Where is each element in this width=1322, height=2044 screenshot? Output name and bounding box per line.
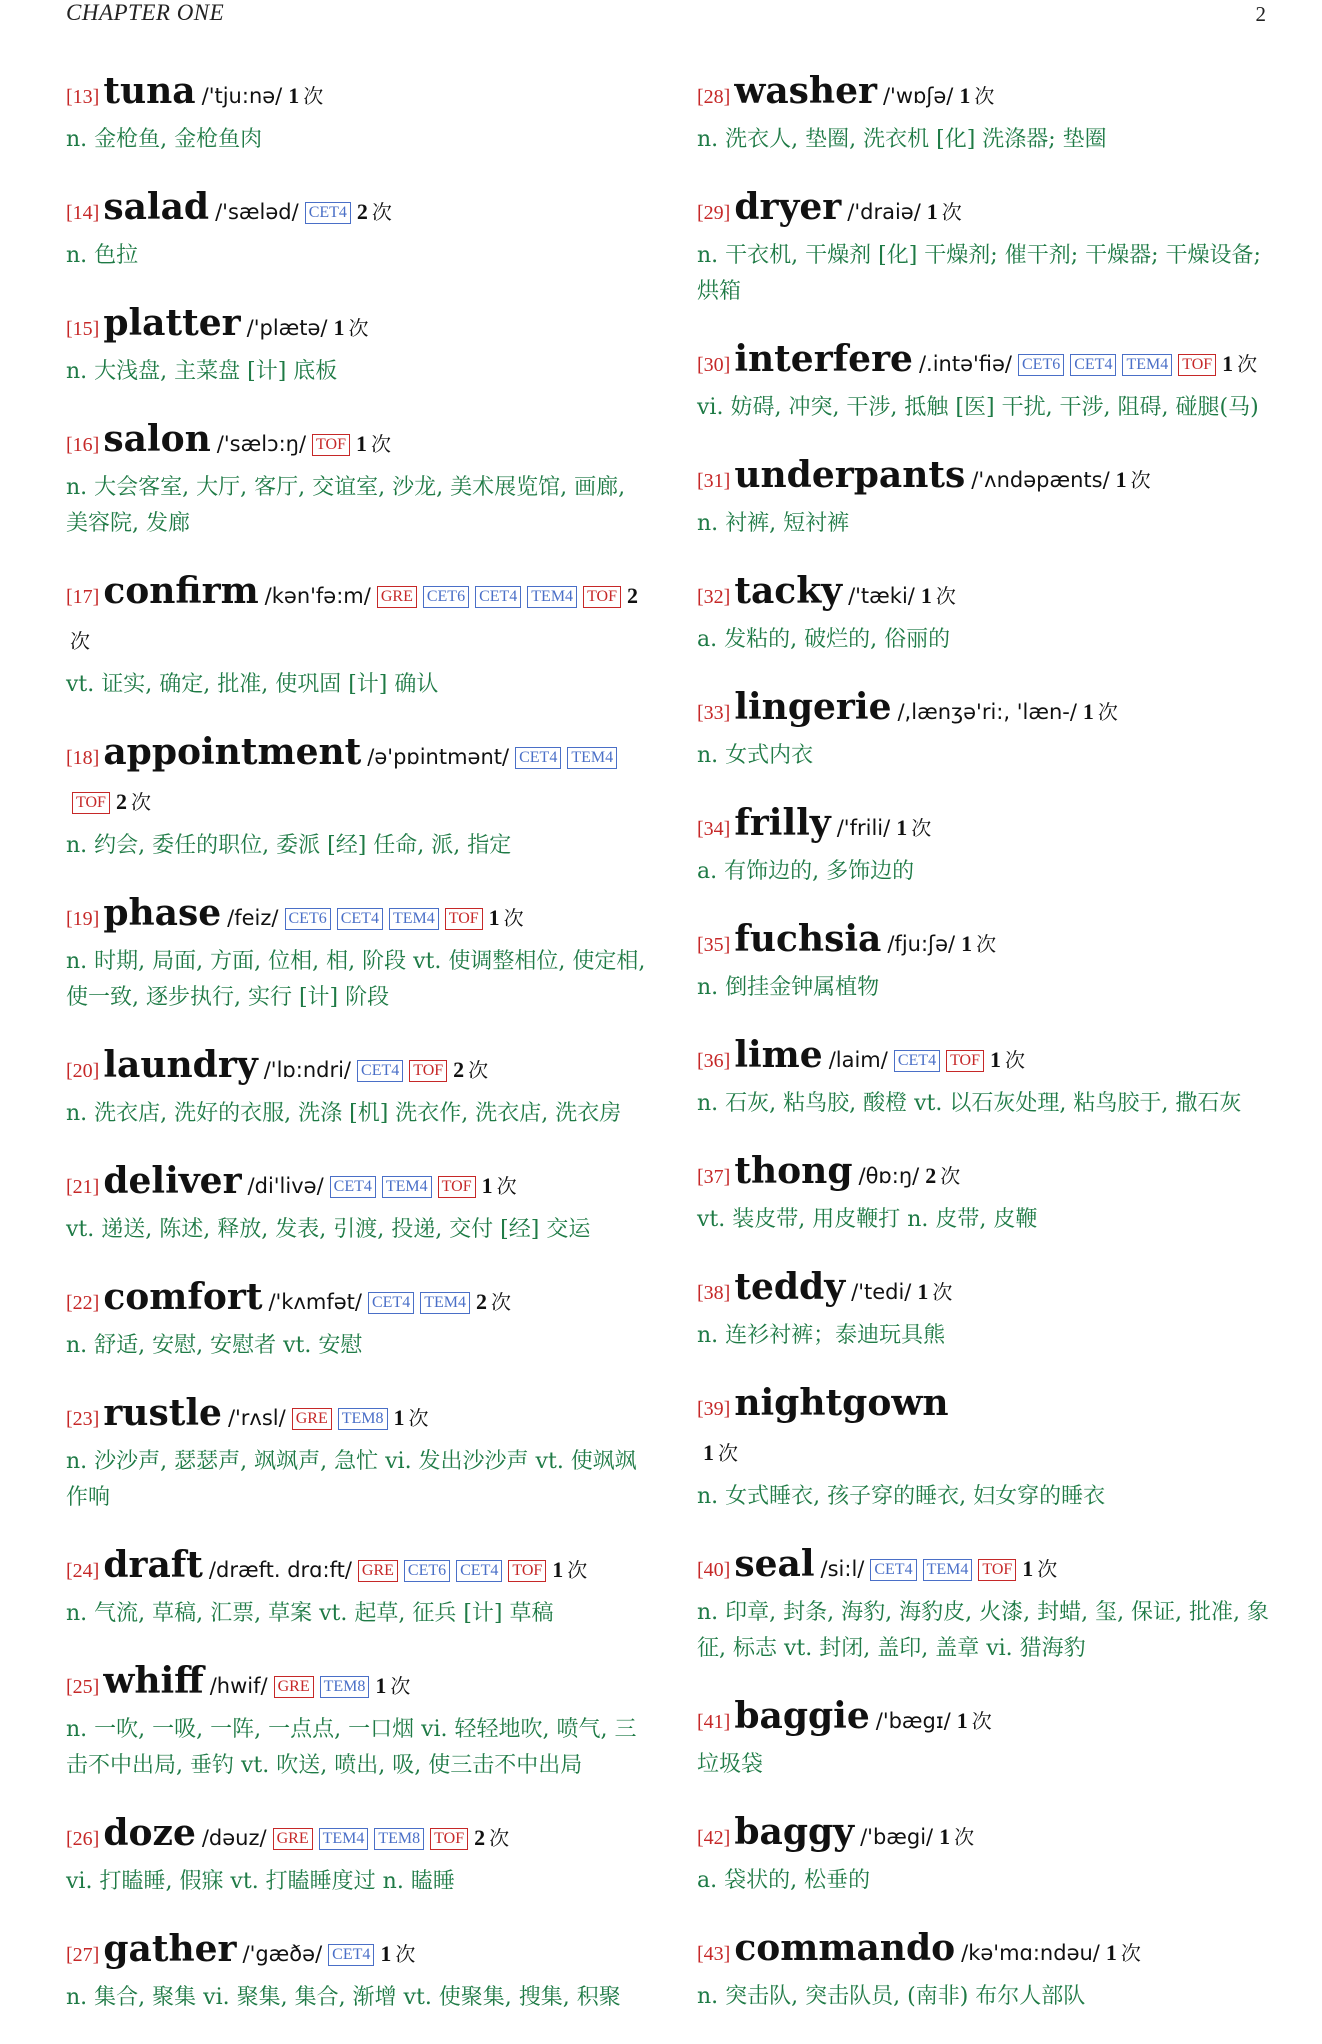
definition: n. 大会客室, 大厅, 客厅, 交谊室, 沙龙, 美术展览馆, 画廊, 美容院, 发廊 [66,475,626,536]
frequency-unit: 次 [935,584,956,608]
entry-index: [13] [66,86,100,108]
exam-tag: CET4 [305,202,351,224]
entry-headline [697,186,1277,236]
frequency-count: 1 [896,815,908,840]
vocab-entry [697,1266,1277,1354]
vocab-entry [697,338,1277,426]
entry-headline [66,1276,646,1326]
headword: lingerie [734,686,892,728]
frequency-count: 2 [453,1057,465,1082]
entry-index: [31] [697,470,731,492]
definition: n. 洗衣人, 垫圈, 洗衣机 [化] 洗涤器; 垫圈 [697,127,1107,152]
frequency-count: 1 [380,1941,392,1966]
frequency-unit: 次 [940,1164,961,1188]
headword: draft [103,1544,203,1586]
headword: interfere [734,338,913,380]
headword: dryer [734,186,842,228]
frequency-count: 1 [926,199,938,224]
frequency-count: 2 [115,789,127,814]
frequency-count: 1 [1082,699,1094,724]
entry-index: [39] [697,1398,731,1420]
entry-headline [66,302,646,352]
headword: tacky [734,570,843,612]
vocab-entry [66,186,646,274]
page-header [66,0,1266,34]
entry-index: [34] [697,818,731,840]
headword: doze [103,1812,196,1854]
exam-tag: CET4 [515,747,561,769]
frequency-unit: 次 [911,816,932,840]
phonetic: /ə'pɒintmənt/ [367,745,510,769]
entry-headline [697,1034,1277,1084]
headword: appointment [103,731,362,773]
headword: seal [734,1543,815,1585]
entry-headline [66,418,646,468]
phonetic: /'rʌsl/ [227,1406,286,1430]
headword: frilly [734,802,831,844]
frequency-unit: 次 [370,432,391,456]
definition: n. 一吹, 一吸, 一阵, 一点点, 一口烟 vi. 轻轻地吹, 喷气, 三击不中出局, 垂钓 vt. 吹送, 喷出, 吸, 使三击不中出局 [66,1717,637,1778]
frequency-count: 1 [703,1440,714,1465]
frequency-unit: 次 [468,1058,489,1082]
phonetic: /.intə'fiə/ [918,352,1012,376]
page-number: 2 [1255,2,1266,26]
frequency-count: 1 [355,431,367,456]
right-column [697,70,1277,2043]
exam-tag: TEM4 [319,1828,369,1850]
frequency-count: 2 [474,1825,486,1850]
phonetic: /'sælɔ:ŋ/ [216,432,307,456]
entry-headline [66,1660,646,1710]
exam-tag: CET4 [328,1944,374,1966]
frequency-unit: 次 [1130,468,1151,492]
exam-tag: CET6 [285,908,331,930]
exam-tag: TEM4 [923,1559,973,1581]
phonetic: /'draiə/ [847,200,921,224]
definition: vt. 递送, 陈述, 释放, 发表, 引渡, 投递, 交付 [经] 交运 [66,1217,591,1242]
entry-index: [14] [66,202,100,224]
exam-tag: TOF [438,1176,476,1198]
headword: whiff [103,1660,204,1702]
phonetic: /hwif/ [209,1674,268,1698]
definition: n. 沙沙声, 瑟瑟声, 飒飒声, 急忙 vi. 发出沙沙声 vt. 使飒飒作响 [66,1449,637,1510]
phonetic: /'frili/ [836,816,891,840]
phonetic: /dræft. drɑ:ft/ [208,1558,352,1582]
exam-tag: TOF [1178,354,1216,376]
vocab-entry [697,186,1277,310]
frequency-count: 1 [1022,1556,1034,1581]
headword: comfort [103,1276,263,1318]
exam-tag: TEM4 [420,1292,470,1314]
headword: rustle [103,1392,222,1434]
frequency-count: 1 [1115,467,1127,492]
headword: confirm [103,570,259,612]
definition: a. 发粘的, 破烂的, 俗丽的 [697,627,951,652]
headword: commando [734,1927,956,1969]
exam-tag: TEM4 [382,1176,432,1198]
frequency-unit: 次 [371,200,392,224]
exam-tag: GRE [274,1676,314,1698]
definition: n. 连衫衬裤；泰迪玩具熊 [697,1323,946,1348]
entry-index: [30] [697,354,731,376]
frequency-unit: 次 [130,790,151,814]
exam-tag: CET4 [330,1176,376,1198]
phonetic: /'bægɪ/ [875,1709,951,1733]
exam-tag: TEM8 [320,1676,370,1698]
phonetic: /kən'fə:m/ [264,584,371,608]
phonetic: /'tæki/ [848,584,915,608]
entry-headline [66,731,646,826]
entry-index: [32] [697,586,731,608]
vocab-entry [697,802,1277,890]
entry-headline [66,1928,646,1978]
frequency-count: 1 [288,83,300,108]
exam-tag: CET4 [357,1060,403,1082]
phonetic: /kə'mɑ:ndəu/ [961,1941,1100,1965]
exam-tag: TEM4 [1122,354,1172,376]
frequency-count: 1 [990,1047,1001,1072]
vocab-entry [697,918,1277,1006]
vocab-entry [697,70,1277,158]
exam-tag: CET6 [1018,354,1064,376]
definition: n. 色拉 [66,243,139,268]
frequency-unit: 次 [1037,1557,1058,1581]
phonetic: /'lɒ:ndri/ [263,1058,352,1082]
phonetic: /di'livə/ [247,1174,324,1198]
frequency-unit: 次 [490,1290,511,1314]
entry-headline [697,1150,1277,1200]
headword: tuna [103,70,196,112]
entry-index: [21] [66,1176,100,1198]
frequency-unit: 次 [954,1825,975,1849]
phonetic: /dəuz/ [201,1826,267,1850]
definition: 垃圾袋 [697,1752,764,1777]
entry-headline [697,1927,1277,1977]
entry-index: [22] [66,1292,100,1314]
entry-headline [66,892,646,942]
exam-tag: CET4 [456,1560,502,1582]
definition: n. 女式睡衣, 孩子穿的睡衣, 妇女穿的睡衣 [697,1484,1106,1509]
entry-index: [41] [697,1711,731,1733]
frequency-count: 1 [1105,1940,1117,1965]
frequency-count: 2 [925,1163,937,1188]
definition: n. 印章, 封条, 海豹, 海豹皮, 火漆, 封蜡, 玺, 保证, 批准, 象征, 标志 vt. 封闭, 盖印, 盖章 vi. 猎海豹 [697,1600,1270,1661]
frequency-count: 2 [356,199,368,224]
frequency-count: 1 [375,1673,387,1698]
entry-index: [16] [66,434,100,456]
entry-index: [23] [66,1408,100,1430]
frequency-unit: 次 [718,1441,738,1465]
frequency-unit: 次 [503,906,524,930]
vocab-entry [66,70,646,158]
entry-headline [66,186,646,236]
entry-headline [66,570,646,665]
frequency-count: 1 [959,83,971,108]
entry-index: [27] [66,1944,100,1966]
definition: vi. 妨碍, 冲突, 干涉, 抵触 [医] 干扰, 干涉, 阻碍, 碰腿(马) [697,395,1259,420]
entry-headline [697,338,1277,388]
exam-tag: GRE [273,1828,313,1850]
exam-tag: TOF [583,586,621,608]
definition: n. 倒挂金钟属植物 [697,975,880,1000]
frequency-unit: 次 [932,1280,953,1304]
frequency-unit: 次 [496,1174,517,1198]
entry-index: [24] [66,1560,100,1582]
exam-tag: TEM4 [567,747,617,769]
phonetic: /,lænʒə'ri:, 'læn-/ [897,700,1077,724]
definition: n. 大浅盘, 主菜盘 [计] 底板 [66,359,338,384]
frequency-count: 1 [920,583,932,608]
exam-tag: TOF [445,908,483,930]
headword: laundry [103,1044,258,1086]
vocab-entry [66,570,646,703]
phonetic: /laim/ [828,1048,888,1072]
frequency-unit: 次 [976,932,997,956]
exam-tag: TOF [409,1060,447,1082]
definition: n. 干衣机, 干燥剂 [化] 干燥剂; 催干剂; 干燥器; 干燥设备; 烘箱 [697,243,1261,304]
definition: n. 舒适, 安慰, 安慰者 vt. 安慰 [66,1333,363,1358]
frequency-count: 1 [488,905,500,930]
exam-tag: CET4 [894,1050,940,1072]
entry-index: [33] [697,702,731,724]
definition: n. 约会, 委任的职位, 委派 [经] 任命, 派, 指定 [66,833,512,858]
vocab-entry [66,1392,646,1516]
phonetic: /'bægi/ [860,1825,934,1849]
exam-tag: TOF [430,1828,468,1850]
frequency-count: 1 [956,1708,968,1733]
vocab-entry [66,1160,646,1248]
left-column [66,70,646,2044]
headword: phase [103,892,222,934]
exam-tag: TOF [72,792,110,814]
headword: gather [103,1928,237,1970]
entry-headline [66,1044,646,1094]
vocab-entry [66,1660,646,1784]
headword: baggy [734,1811,855,1853]
vocab-entry [66,1544,646,1632]
entry-index: [20] [66,1060,100,1082]
phonetic: /'sæləd/ [215,200,299,224]
entry-headline [697,686,1277,736]
frequency-unit: 次 [1005,1048,1025,1072]
exam-tag: CET4 [368,1292,414,1314]
definition: n. 金枪鱼, 金枪鱼肉 [66,127,263,152]
vocab-entry [66,892,646,1016]
phonetic: /si:l/ [820,1557,865,1581]
vocab-entry [66,1044,646,1132]
entry-headline [697,1543,1277,1593]
headword: baggie [734,1695,870,1737]
entry-index: [36] [697,1050,731,1072]
entry-index: [17] [66,586,100,608]
frequency-count: 1 [393,1405,405,1430]
headword: washer [734,70,877,112]
frequency-count: 1 [481,1173,493,1198]
vocab-entry [66,418,646,542]
entry-headline [66,70,646,120]
frequency-unit: 次 [489,1826,510,1850]
entry-index: [19] [66,908,100,930]
exam-tag: CET4 [870,1559,916,1581]
frequency-count: 1 [917,1279,929,1304]
phonetic: /'kʌmfət/ [268,1290,362,1314]
entry-headline [697,802,1277,852]
vocab-entry [66,1276,646,1364]
entry-headline [66,1160,646,1210]
headword: salon [103,418,211,460]
vocab-entry [697,1811,1277,1899]
vocab-entry [697,686,1277,774]
exam-tag: GRE [377,586,417,608]
exam-tag: TEM4 [389,908,439,930]
frequency-unit: 次 [974,84,995,108]
phonetic: /feiz/ [227,906,279,930]
definition: a. 袋状的, 松垂的 [697,1868,871,1893]
frequency-count: 1 [939,1824,951,1849]
definition: n. 洗衣店, 洗好的衣服, 洗涤 [机] 洗衣作, 洗衣店, 洗衣房 [66,1101,622,1126]
exam-tag: CET4 [337,908,383,930]
frequency-unit: 次 [971,1709,992,1733]
definition: n. 衬裤, 短衬裤 [697,511,850,536]
exam-tag: CET6 [423,586,469,608]
exam-tag: TEM8 [374,1828,424,1850]
frequency-unit: 次 [1097,700,1118,724]
exam-tag: TEM8 [338,1408,388,1430]
exam-tag: TEM4 [527,586,577,608]
entry-headline [697,70,1277,120]
entry-headline [697,454,1277,504]
entry-index: [26] [66,1828,100,1850]
headword: thong [734,1150,853,1192]
exam-tag: GRE [358,1560,398,1582]
phonetic: /'ʌndəpænts/ [971,468,1110,492]
vocab-entry [66,731,646,864]
headword: platter [103,302,241,344]
entry-headline [697,1382,1277,1477]
exam-tag: CET4 [1070,354,1116,376]
headword: lime [734,1034,823,1076]
definition: n. 时期, 局面, 方面, 位相, 相, 阶段 vt. 使调整相位, 使定相, 使一致, 逐步执行, 实行 [计] 阶段 [66,949,646,1010]
vocab-entry [697,1543,1277,1667]
frequency-unit: 次 [408,1406,429,1430]
exam-tag: TOF [946,1050,984,1072]
headword: deliver [103,1160,242,1202]
vocab-entry [697,1927,1277,2015]
vocab-entry [697,1150,1277,1238]
entry-index: [37] [697,1166,731,1188]
entry-index: [43] [697,1943,731,1965]
exam-tag: TOF [508,1560,546,1582]
entry-headline [697,918,1277,968]
phonetic: /'wɒʃə/ [882,84,954,108]
headword: underpants [734,454,966,496]
frequency-count: 2 [475,1289,487,1314]
definition: n. 突击队, 突击队员, (南非) 布尔人部队 [697,1984,1086,2009]
frequency-unit: 次 [303,84,324,108]
frequency-count: 1 [961,931,973,956]
phonetic: /'plætə/ [246,316,328,340]
vocab-entry [66,302,646,390]
headword: salad [103,186,210,228]
definition: vt. 装皮带, 用皮鞭打 n. 皮带, 皮鞭 [697,1207,1038,1232]
frequency-unit: 次 [390,1674,411,1698]
vocab-entry [697,1034,1277,1122]
headword: teddy [734,1266,846,1308]
chapter-title: CHAPTER ONE [66,0,225,25]
entry-index: [38] [697,1282,731,1304]
entry-index: [35] [697,934,731,956]
exam-tag: CET4 [475,586,521,608]
entry-index: [28] [697,86,731,108]
frequency-unit: 次 [1120,1941,1141,1965]
entry-headline [66,1812,646,1862]
headword: fuchsia [734,918,882,960]
entry-index: [42] [697,1827,731,1849]
vocab-entry [697,454,1277,542]
vocab-entry [697,1382,1277,1515]
frequency-count: 1 [333,315,345,340]
entry-index: [40] [697,1559,731,1581]
frequency-count: 2 [627,583,638,608]
entry-index: [15] [66,318,100,340]
headword: nightgown [734,1382,949,1424]
phonetic: /'tju:nə/ [201,84,283,108]
frequency-count: 1 [552,1557,564,1582]
entry-index: [18] [66,747,100,769]
phonetic: /'gæðə/ [242,1942,323,1966]
definition: n. 女式内衣 [697,743,814,768]
frequency-unit: 次 [941,200,962,224]
vocab-entry [697,570,1277,658]
entry-headline [697,570,1277,620]
vocab-entry [697,1695,1277,1783]
phonetic: /fju:ʃə/ [887,932,956,956]
frequency-count: 1 [1222,351,1234,376]
phonetic: /'tedi/ [851,1280,912,1304]
definition: n. 气流, 草稿, 汇票, 草案 vt. 起草, 征兵 [计] 草稿 [66,1601,554,1626]
entry-index: [25] [66,1676,100,1698]
frequency-unit: 次 [70,629,90,653]
entry-headline [697,1266,1277,1316]
exam-tag: TOF [978,1559,1016,1581]
exam-tag: TOF [312,434,350,456]
entry-headline [66,1544,646,1594]
definition: vt. 证实, 确定, 批准, 使巩固 [计] 确认 [66,672,439,697]
definition: n. 石灰, 粘鸟胶, 酸橙 vt. 以石灰处理, 粘鸟胶于, 撒石灰 [697,1091,1242,1116]
frequency-unit: 次 [348,316,369,340]
frequency-unit: 次 [395,1942,416,1966]
vocab-entry [66,1928,646,2016]
entry-headline [66,1392,646,1442]
definition: vi. 打瞌睡, 假寐 vt. 打瞌睡度过 n. 瞌睡 [66,1869,455,1894]
frequency-unit: 次 [567,1558,588,1582]
exam-tag: GRE [292,1408,332,1430]
frequency-unit: 次 [1237,352,1258,376]
exam-tag: CET6 [404,1560,450,1582]
phonetic: /θɒ:ŋ/ [858,1164,920,1188]
definition: n. 集合, 聚集 vi. 聚集, 集合, 渐增 vt. 使聚集, 搜集, 积聚 [66,1985,621,2010]
definition: a. 有饰边的, 多饰边的 [697,859,915,884]
entry-headline [697,1695,1277,1745]
entry-headline [697,1811,1277,1861]
vocab-entry [66,1812,646,1900]
entry-index: [29] [697,202,731,224]
